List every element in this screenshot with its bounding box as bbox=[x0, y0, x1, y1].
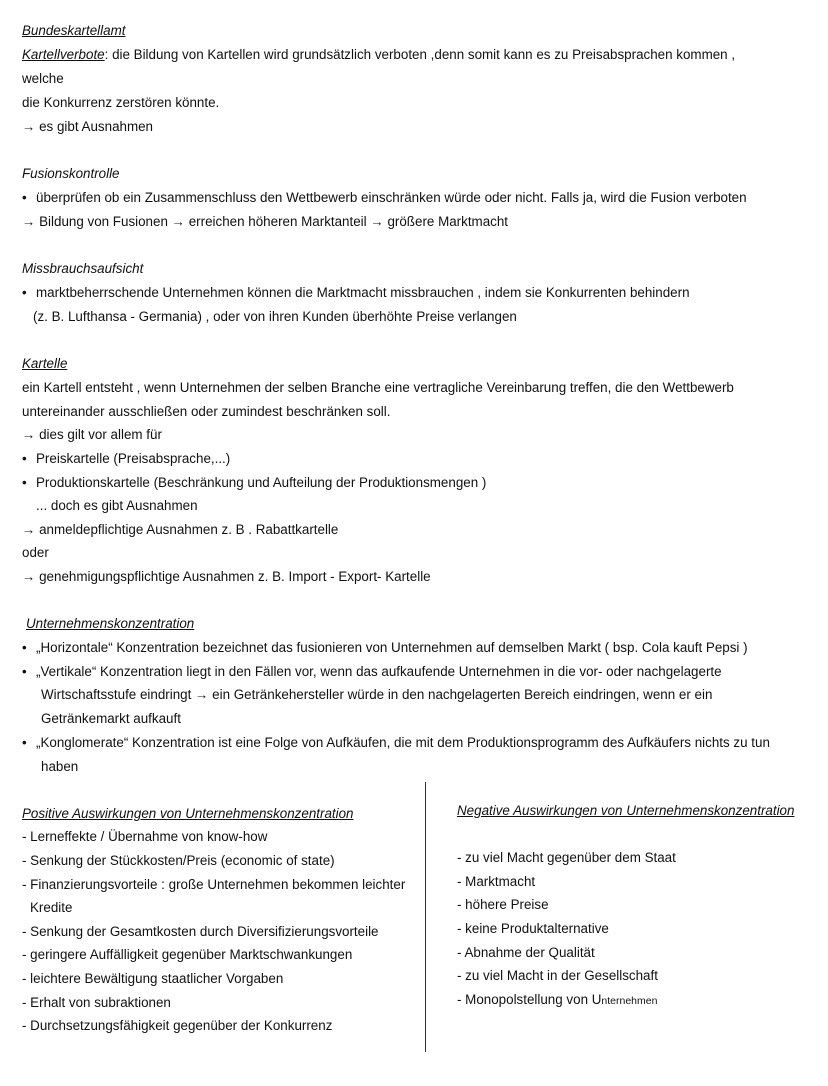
positive-item: - Erhalt von subraktionen bbox=[22, 995, 171, 1010]
text-line: → genehmigungspflichtige Ausnahmen z. B. Import - Export- Kartelle bbox=[22, 569, 431, 584]
negative-item-suffix: nternehmen bbox=[601, 995, 658, 1007]
bullet-icon: • bbox=[22, 475, 27, 490]
section-title-kartelle: Kartelle bbox=[22, 356, 68, 371]
positive-item: - geringere Auffälligkeit gegenüber Marktschwankungen bbox=[22, 947, 353, 962]
list-item: marktbeherrschende Unternehmen können die Marktmacht missbrauchen , indem sie Konkurrenten behindern bbox=[36, 285, 690, 300]
positive-item: - Finanzierungsvorteile : große Unternehmen bekommen leichter bbox=[22, 877, 406, 892]
text-line: untereinander ausschließen oder zumindest beschränken soll. bbox=[22, 404, 391, 419]
text-line: ein Kartell entsteht , wenn Unternehmen der selben Branche eine vertragliche Vereinbarung treffen, die den Wettbewerb bbox=[22, 380, 734, 395]
kartellverbote-term: Kartellverbote bbox=[22, 47, 105, 62]
list-item-continuation: Wirtschaftsstufe eindringt → ein Getränkehersteller würde in den nachgelagerten Bereich eindringen, wenn er ein bbox=[41, 687, 713, 702]
positive-item: - Senkung der Gesamtkosten durch Diversifizierungsvorteile bbox=[22, 924, 379, 939]
section-title-fusionskontrolle: Fusionskontrolle bbox=[22, 166, 120, 181]
text-line: → Bildung von Fusionen → erreichen höheren Marktanteil → größere Marktmacht bbox=[22, 214, 509, 229]
positive-item: - Senkung der Stückkosten/Preis (economic of state) bbox=[22, 853, 335, 868]
bullet-icon: • bbox=[22, 190, 27, 205]
negative-item bbox=[457, 991, 657, 1010]
column-divider bbox=[425, 782, 426, 1052]
negative-item: - Abnahme der Qualität bbox=[457, 945, 595, 960]
list-item: Produktionskartelle (Beschränkung und Aufteilung der Produktionsmengen ) bbox=[36, 475, 487, 490]
section-title-unternehmenskonzentration: Unternehmenskonzentration bbox=[26, 616, 195, 631]
text-line: → es gibt Ausnahmen bbox=[22, 119, 154, 134]
list-item-continuation: Getränkemarkt aufkauft bbox=[41, 711, 181, 726]
text-line: die Konkurrenz zerstören könnte. bbox=[22, 95, 220, 110]
list-item-continuation: (z. B. Lufthansa - Germania) , oder von ihren Kunden überhöhte Preise verlangen bbox=[33, 309, 517, 324]
list-item: „Vertikale“ Konzentration liegt in den Fällen vor, wenn das aufkaufende Unternehmen in die vor- oder nachgelagerte bbox=[36, 664, 722, 679]
text-line: → anmeldepflichtige Ausnahmen z. B . Rabattkartelle bbox=[22, 522, 339, 537]
bullet-icon: • bbox=[22, 640, 27, 655]
text-line: welche bbox=[22, 71, 64, 86]
list-item: „Horizontale“ Konzentration bezeichnet das fusionieren von Unternehmen auf demselben Markt ( bsp. Cola kauft Pepsi ) bbox=[36, 640, 748, 655]
text-line: ... doch es gibt Ausnahmen bbox=[36, 498, 198, 513]
text-line: oder bbox=[22, 545, 49, 560]
section-title-missbrauchsaufsicht: Missbrauchsaufsicht bbox=[22, 261, 144, 276]
positive-item-continuation: Kredite bbox=[30, 900, 73, 915]
negative-item-prefix: - Monopolstellung von U bbox=[457, 992, 602, 1007]
positive-item: - Lerneffekte / Übernahme von know-how bbox=[22, 829, 268, 844]
negative-title: Negative Auswirkungen von Unternehmenskonzentration bbox=[457, 803, 795, 818]
bullet-icon: • bbox=[22, 285, 27, 300]
list-item-continuation: haben bbox=[41, 759, 79, 774]
kartellverbote-line bbox=[22, 46, 735, 64]
bullet-icon: • bbox=[22, 664, 27, 679]
negative-item: - keine Produktalternative bbox=[457, 921, 609, 936]
list-item: „Konglomerate“ Konzentration ist eine Folge von Aufkäufen, die mit dem Produktionsprogramm des Aufkäufers nichts zu tun bbox=[36, 735, 770, 750]
bullet-icon: • bbox=[22, 735, 27, 750]
text-line: → dies gilt vor allem für bbox=[22, 427, 162, 442]
negative-item: - zu viel Macht gegenüber dem Staat bbox=[457, 850, 676, 865]
negative-item: - höhere Preise bbox=[457, 897, 549, 912]
section-title-bundeskartellamt: Bundeskartellamt bbox=[22, 23, 126, 38]
negative-item: - Marktmacht bbox=[457, 874, 536, 889]
list-item: Preiskartelle (Preisabsprache,...) bbox=[36, 451, 231, 466]
list-item: überprüfen ob ein Zusammenschluss den Wettbewerb einschränken würde oder nicht. Falls ja, wird die Fusion verboten bbox=[36, 190, 747, 205]
kartellverbote-text: : die Bildung von Kartellen wird grundsätzlich verboten ,denn somit kann es zu Preisabsprachen kommen , bbox=[104, 47, 736, 62]
bullet-icon: • bbox=[22, 451, 27, 466]
positive-title: Positive Auswirkungen von Unternehmenskonzentration bbox=[22, 806, 354, 821]
positive-item: - Durchsetzungsfähigkeit gegenüber der Konkurrenz bbox=[22, 1018, 333, 1033]
positive-item: - leichtere Bewältigung staatlicher Vorgaben bbox=[22, 971, 284, 986]
negative-item: - zu viel Macht in der Gesellschaft bbox=[457, 968, 658, 983]
